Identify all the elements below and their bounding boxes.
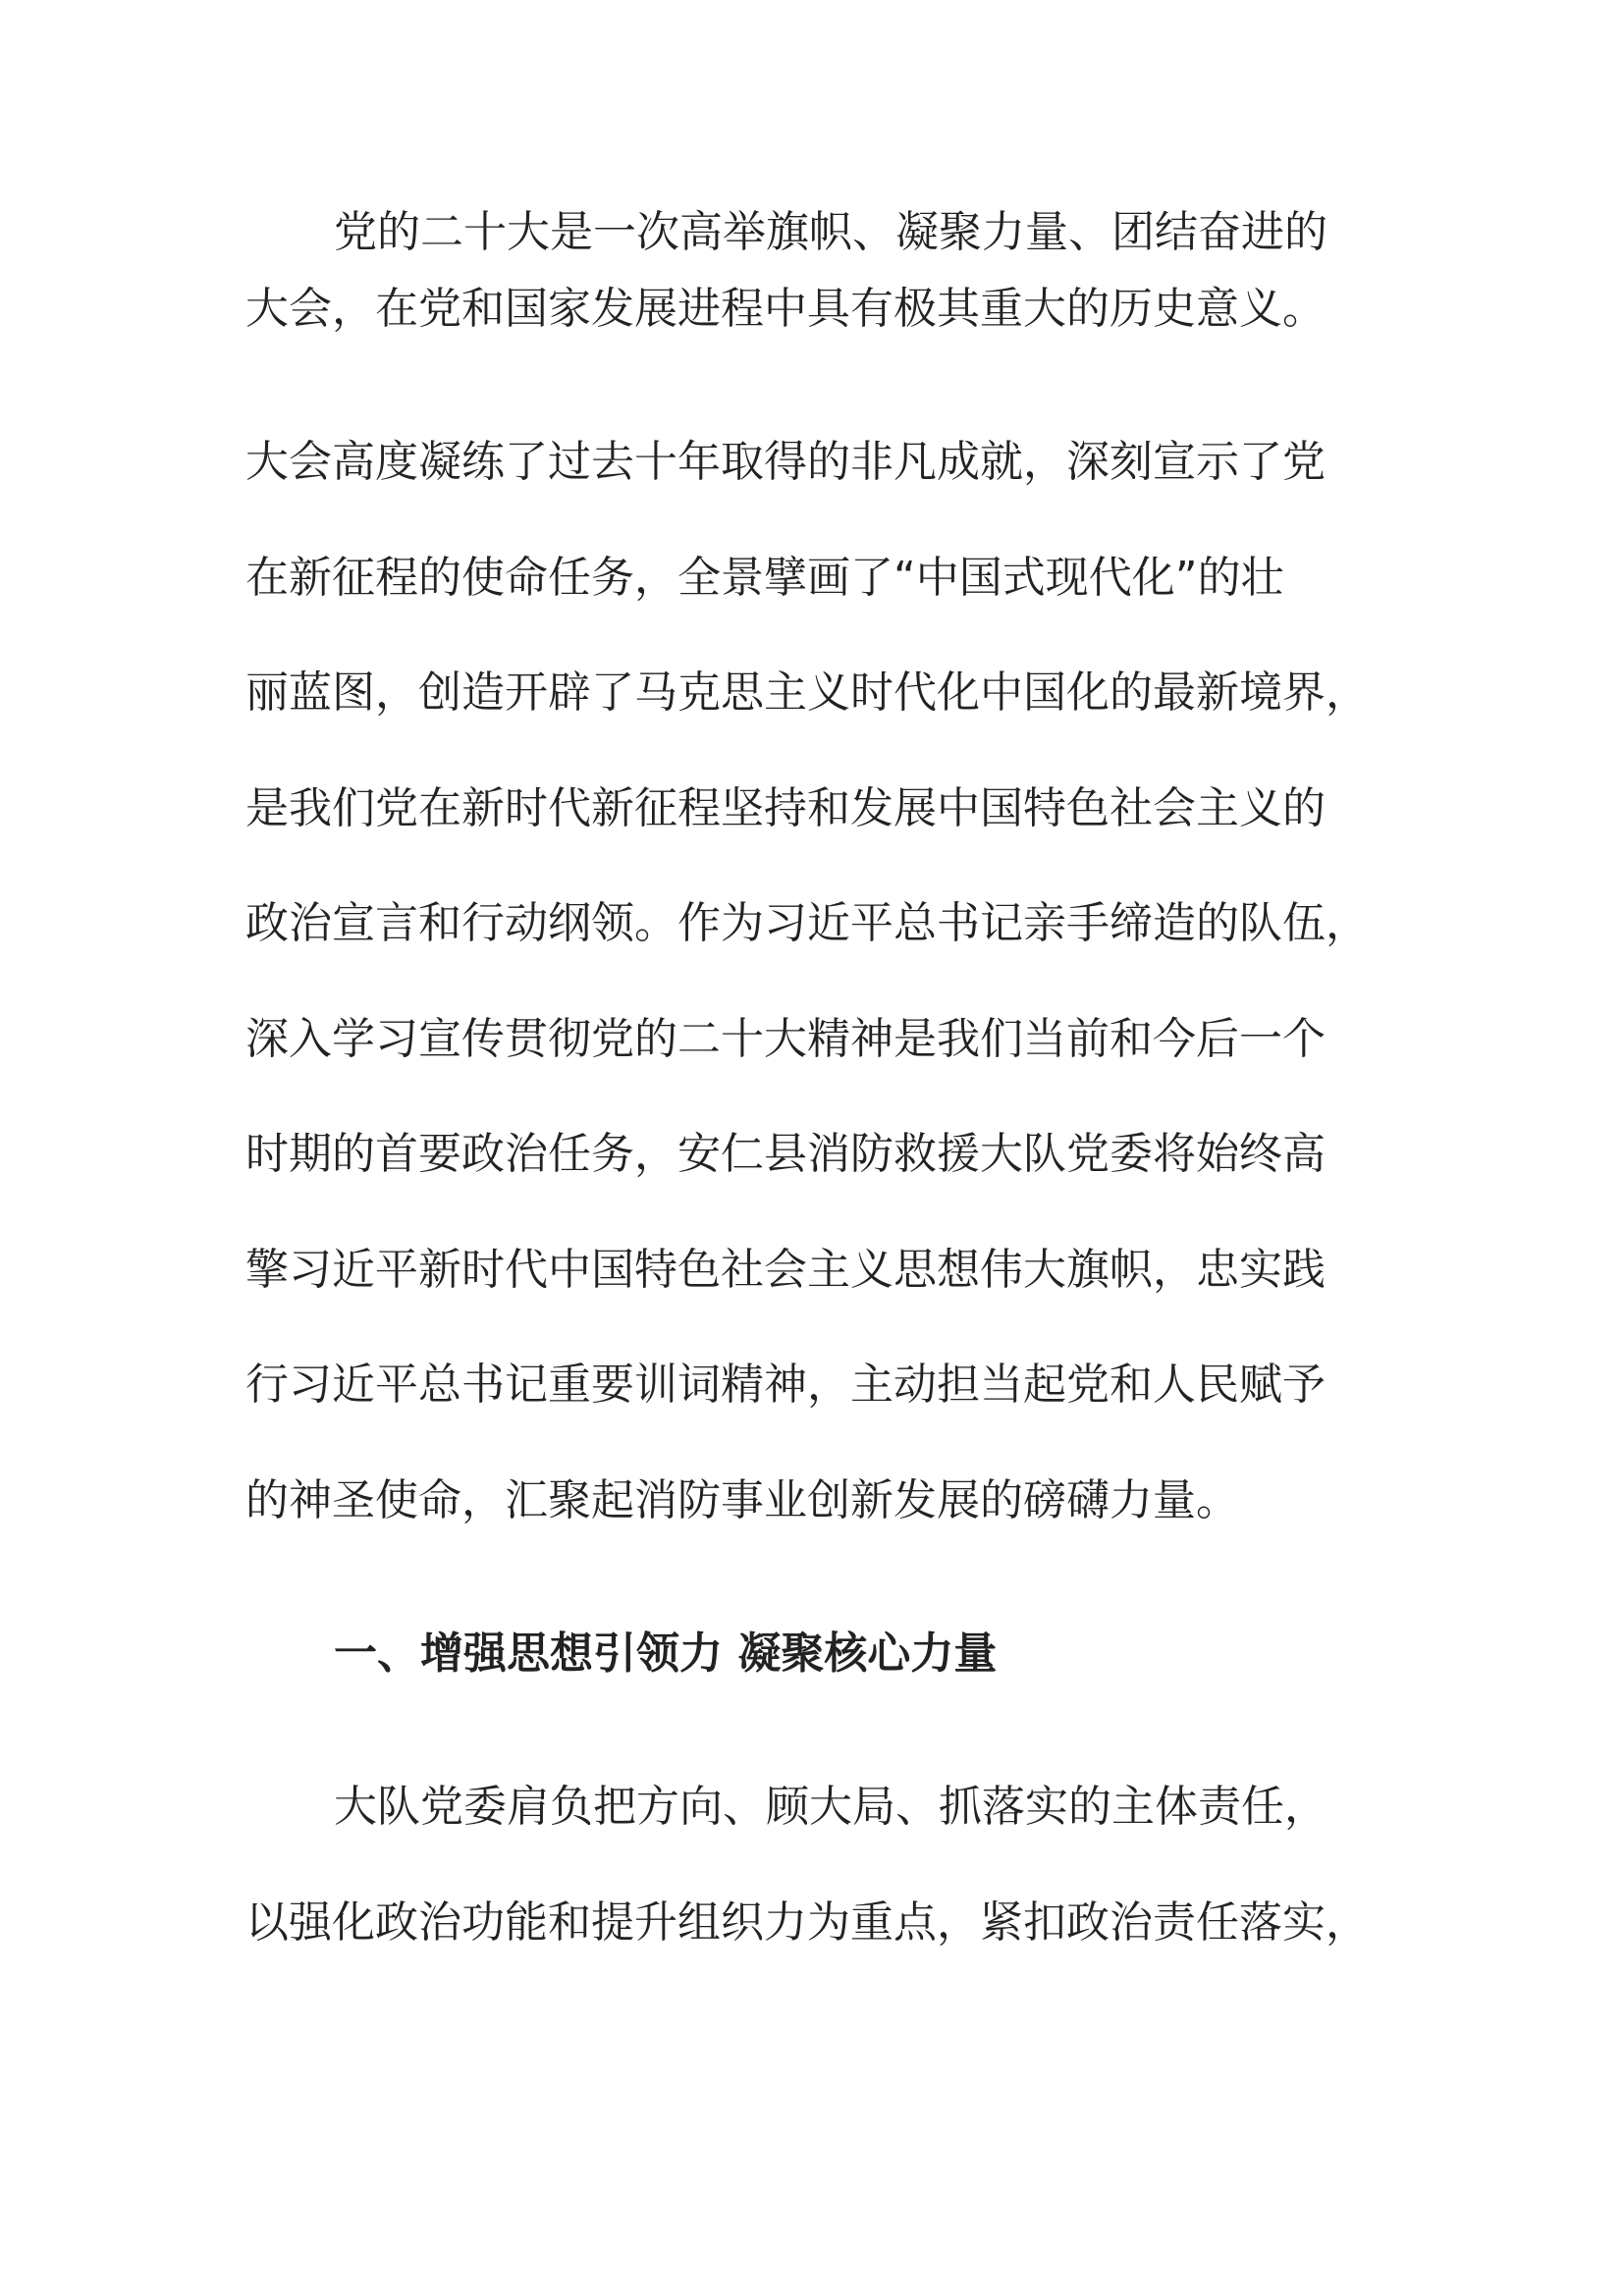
paragraph-1-line-10: 擎习近平新时代中国特色社会主义思想伟大旗帜，忠实践 bbox=[245, 1245, 1326, 1295]
paragraph-1-line-7: 政治宣言和行动纲领。作为习近平总书记亲手缔造的队伍， bbox=[245, 898, 1369, 948]
paragraph-1-line-3: 大会高度凝练了过去十年取得的非凡成就，深刻宣示了党 bbox=[245, 437, 1326, 487]
paragraph-1-line-9: 时期的首要政治任务，安仁县消防救援大队党委将始终高 bbox=[245, 1129, 1326, 1179]
paragraph-1-line-4: 在新征程的使命任务，全景擘画了“中国式现代化”的壮 bbox=[245, 553, 1284, 603]
paragraph-1-line-2: 大会，在党和国家发展进程中具有极其重大的历史意义。 bbox=[245, 284, 1326, 334]
paragraph-2-line-1: 大队党委肩负把方向、顾大局、抓落实的主体责任， bbox=[334, 1782, 1327, 1832]
paragraph-1-line-11: 行习近平总书记重要训词精神，主动担当起党和人民赋予 bbox=[245, 1360, 1326, 1410]
paragraph-1-line-5: 丽蓝图，创造开辟了马克思主义时代化中国化的最新境界， bbox=[245, 667, 1369, 718]
paragraph-1-line-12: 的神圣使命，汇聚起消防事业创新发展的磅礴力量。 bbox=[245, 1475, 1239, 1525]
paragraph-1-line-6: 是我们党在新时代新征程坚持和发展中国特色社会主义的 bbox=[245, 783, 1326, 833]
paragraph-2-line-2: 以强化政治功能和提升组织力为重点，紧扣政治责任落实， bbox=[245, 1897, 1369, 1948]
paragraph-1-line-1: 党的二十大是一次高举旗帜、凝聚力量、团结奋进的 bbox=[334, 207, 1327, 257]
section-heading: 一、增强思想引领力 凝聚核心力量 bbox=[334, 1629, 998, 1679]
paragraph-1-line-8: 深入学习宣传贯彻党的二十大精神是我们当前和今后一个 bbox=[245, 1014, 1326, 1064]
